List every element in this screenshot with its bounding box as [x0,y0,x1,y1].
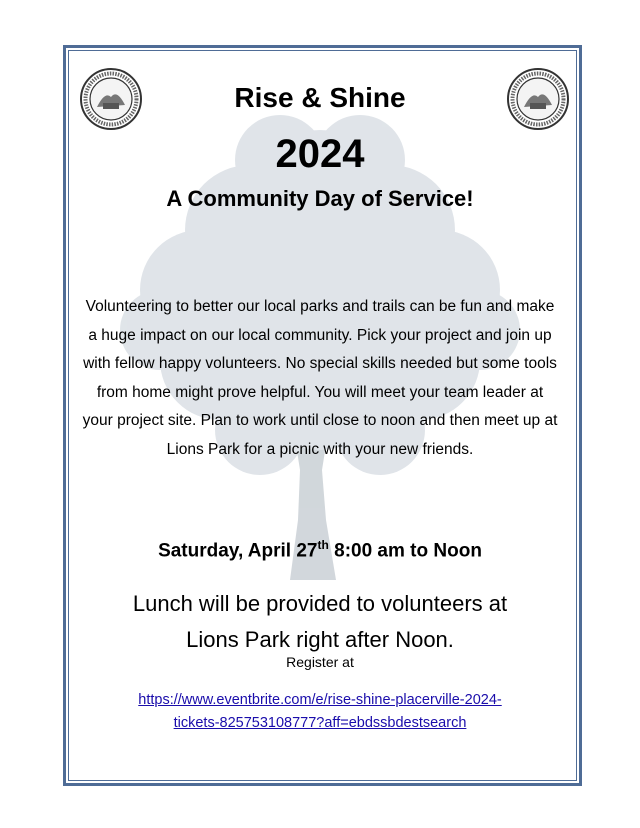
event-description: Volunteering to better our local parks and trails can be fun and make a huge impact on our local community. Pick your project and join up with fellow happy volunteers. No special skills needed but some tools from home might prove helpful. You will meet your team leader at your project site. Plan to work until close to noon and then meet up at Lions Park for a picnic with your new friends. [82,298,558,458]
page-title: Rise & Shine [234,82,406,113]
event-date-prefix: Saturday, April 27 [158,540,318,562]
event-date-time: 8:00 am to Noon [328,540,482,562]
register-link-line-2[interactable]: tickets-825753108777?aff=ebdssbdestsearch [173,715,467,731]
lunch-line-2: Lions Park right after Noon. [186,627,454,652]
lunch-line-1: Lunch will be provided to volunteers at [132,591,508,616]
event-date-suffix: th [317,538,329,552]
register-link[interactable] [70,689,570,735]
register-label: Register at [286,654,354,670]
event-date [70,538,570,562]
lunch-info [70,586,570,658]
event-year: 2024 [275,132,365,176]
page-subtitle: A Community Day of Service! [166,186,474,211]
register-link-line-1[interactable]: https://www.eventbrite.com/e/rise-shine-placerville-2024- [138,692,502,708]
